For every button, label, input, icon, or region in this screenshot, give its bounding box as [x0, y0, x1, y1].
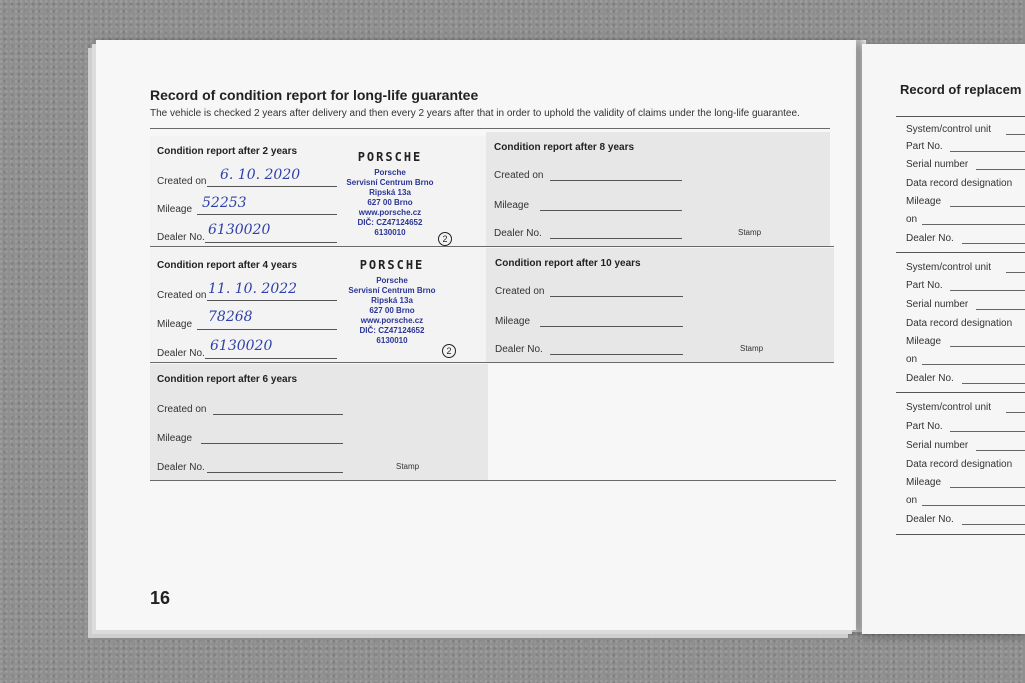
serial-number-label: Serial number [906, 299, 969, 310]
dealer-no-line [207, 472, 343, 473]
field-line [950, 431, 1025, 432]
divider [150, 246, 834, 247]
created-on-line [550, 180, 682, 181]
field-line [976, 309, 1025, 310]
mileage-label: Mileage [495, 316, 531, 327]
report-8-years [486, 132, 830, 246]
part-no-label: Part No. [906, 421, 943, 432]
stamp-line: 627 00 Brno [367, 198, 413, 207]
dealer-no-value: 6130020 [210, 338, 273, 354]
divider [150, 480, 836, 481]
on-label: on [906, 214, 918, 225]
report-6-years [150, 364, 488, 480]
serial-number-label: Serial number [906, 440, 969, 451]
dealer-stamp [332, 258, 452, 346]
field-line [976, 450, 1025, 451]
stamp-line: Ripská 13a [371, 296, 413, 305]
mileage-value: 78268 [208, 309, 253, 325]
dealer-no-label: Dealer No. [495, 344, 543, 355]
dealer-no-line [205, 358, 337, 359]
divider [896, 252, 1025, 253]
stamp-line: DIČ: CZ47124652 [359, 326, 425, 335]
mileage-line [201, 443, 343, 444]
dealer-stamp [330, 150, 450, 238]
field-line [962, 243, 1025, 244]
created-on-label: Created on [494, 170, 544, 181]
dealer-no-label: Dealer No. [157, 348, 205, 359]
mileage-label: Mileage [906, 196, 942, 207]
created-on-line [207, 186, 337, 187]
field-line [950, 487, 1025, 488]
created-on-label: Created on [157, 404, 207, 415]
field-line [950, 290, 1025, 291]
created-on-value: 6. 10. 2020 [220, 167, 301, 183]
mileage-label: Mileage [494, 200, 530, 211]
divider [896, 534, 1025, 535]
mileage-label: Mileage [157, 433, 193, 444]
report-heading: Condition report after 4 years [157, 260, 298, 271]
dealer-no-line [550, 238, 682, 239]
dealer-no-label: Dealer No. [494, 228, 542, 239]
left-page [96, 40, 856, 630]
on-label: on [906, 495, 918, 506]
field-line [962, 524, 1025, 525]
dealer-no-line [205, 242, 337, 243]
on-label: on [906, 354, 918, 365]
mileage-line [197, 214, 337, 215]
report-heading: Condition report after 6 years [157, 374, 298, 385]
stamp-line: 6130010 [374, 228, 406, 237]
created-on-line [213, 414, 343, 415]
data-record-designation-label: Data record designation [906, 178, 1013, 189]
data-record-designation-label: Data record designation [906, 318, 1013, 329]
mileage-line [540, 326, 683, 327]
mileage-label: Mileage [906, 336, 942, 347]
field-line [922, 224, 1025, 225]
page-number: 16 [150, 588, 171, 608]
created-on-label: Created on [157, 290, 207, 301]
field-line [950, 346, 1025, 347]
stamp-line: 6130010 [376, 336, 408, 345]
stamp-label: Stamp [396, 462, 420, 471]
stamp-line: DIČ: CZ47124652 [357, 218, 423, 227]
mileage-value: 52253 [202, 195, 247, 211]
stamp-line: Ripská 13a [369, 188, 411, 197]
right-page-title: Record of replacem [900, 82, 1022, 97]
porsche-logo: PORSCHE [359, 258, 425, 272]
report-2-years [150, 136, 486, 246]
circled-number: 2 [442, 344, 456, 358]
divider [896, 116, 1025, 117]
created-on-line [207, 300, 337, 301]
field-line [962, 383, 1025, 384]
system-control-unit-label: System/control unit [906, 262, 992, 273]
page-title: Record of condition report for long-life guarantee [150, 87, 479, 103]
stamp-line: Servisní Centrum Brno [346, 178, 434, 187]
part-no-label: Part No. [906, 141, 943, 152]
field-line [1006, 272, 1025, 273]
divider [150, 128, 830, 129]
serial-number-label: Serial number [906, 159, 969, 170]
stamp-line: Porsche [374, 168, 406, 177]
report-heading: Condition report after 8 years [494, 142, 635, 153]
field-line [976, 169, 1025, 170]
field-line [922, 505, 1025, 506]
report-heading: Condition report after 2 years [157, 146, 298, 157]
stamp-line: 627 00 Brno [369, 306, 415, 315]
dealer-no-label: Dealer No. [906, 233, 954, 244]
right-page [862, 44, 1025, 634]
dealer-no-label: Dealer No. [906, 514, 954, 525]
created-on-value: 11. 10. 2022 [208, 281, 298, 297]
report-4-years [150, 248, 486, 362]
mileage-line [197, 329, 337, 330]
dealer-no-label: Dealer No. [906, 373, 954, 384]
created-on-label: Created on [495, 286, 545, 297]
part-no-label: Part No. [906, 280, 943, 291]
dealer-no-label: Dealer No. [157, 232, 205, 243]
data-record-designation-label: Data record designation [906, 459, 1013, 470]
stamp-label: Stamp [740, 344, 764, 353]
system-control-unit-label: System/control unit [906, 124, 992, 135]
field-line [922, 364, 1025, 365]
field-line [950, 206, 1025, 207]
stamp-line: Servisní Centrum Brno [348, 286, 436, 295]
mileage-label: Mileage [157, 204, 193, 215]
dealer-no-label: Dealer No. [157, 462, 205, 473]
field-line [1006, 412, 1025, 413]
stamp-line: www.porsche.cz [360, 316, 424, 325]
dealer-no-value: 6130020 [208, 222, 271, 238]
stamp-label: Stamp [738, 228, 762, 237]
field-line [1006, 134, 1025, 135]
circled-number: 2 [438, 232, 452, 246]
mileage-line [540, 210, 682, 211]
dealer-no-line [550, 354, 683, 355]
mileage-label: Mileage [157, 319, 193, 330]
porsche-logo: PORSCHE [357, 150, 423, 164]
divider [896, 392, 1025, 393]
report-10-years [486, 248, 834, 362]
report-heading: Condition report after 10 years [495, 258, 641, 269]
system-control-unit-label: System/control unit [906, 402, 992, 413]
stamp-line: www.porsche.cz [358, 208, 422, 217]
field-line [950, 151, 1025, 152]
created-on-label: Created on [157, 176, 207, 187]
divider [150, 362, 834, 363]
mileage-label: Mileage [906, 477, 942, 488]
created-on-line [550, 296, 683, 297]
page-subtitle: The vehicle is checked 2 years after delivery and then every 2 years after that in order to uphold the validity of claims under the long-life guarantee. [150, 108, 800, 119]
stamp-line: Porsche [376, 276, 408, 285]
